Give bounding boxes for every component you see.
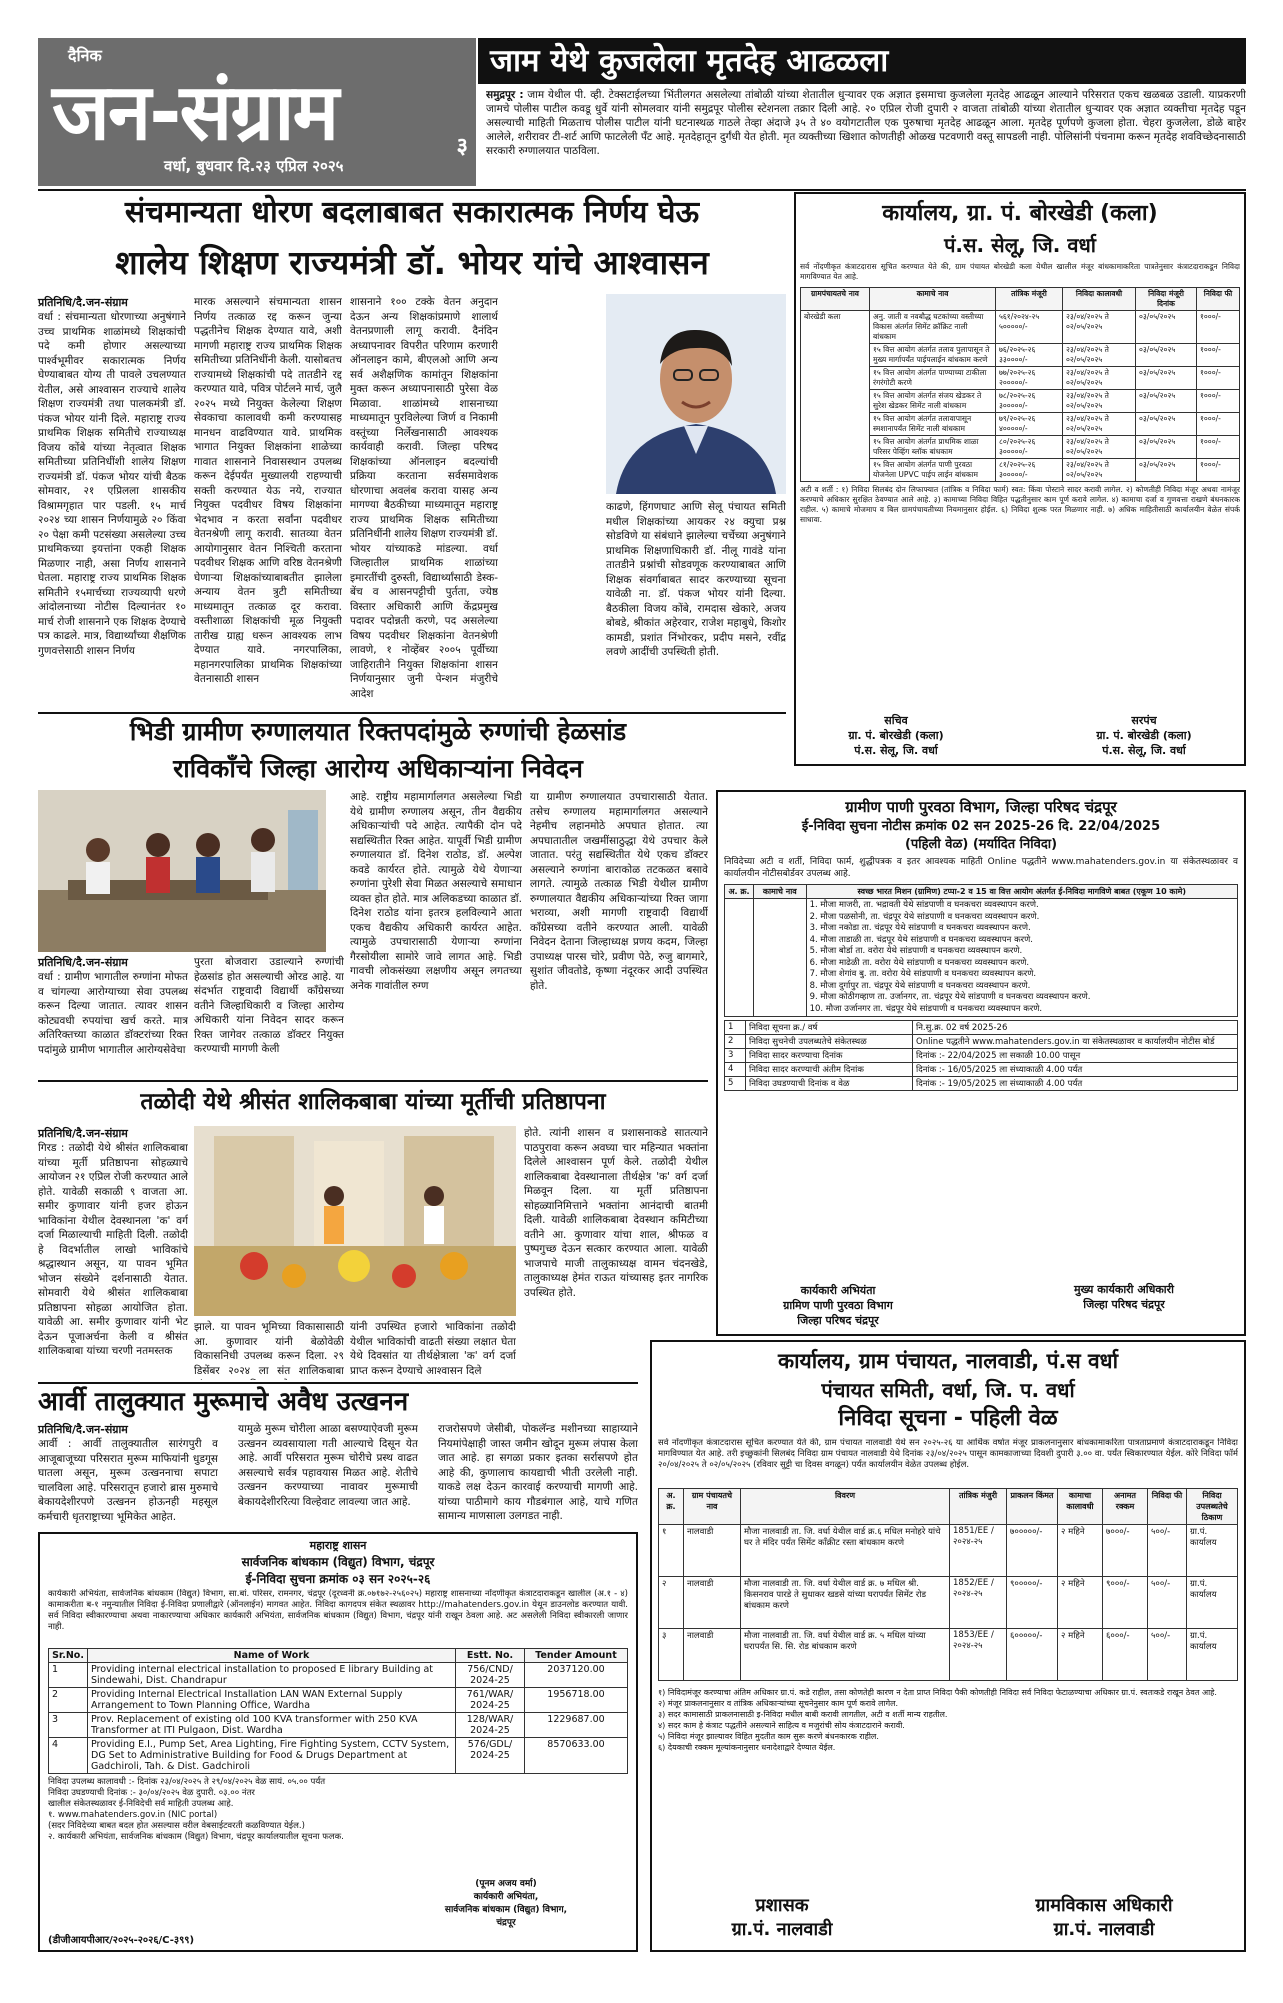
pwd-footer-line: निविदा उघडण्याची दिनांक :- ३०/०४/२०२५ वेळ दुपारी. ०३.०० नंतर	[48, 1788, 255, 1798]
list-item: २) मंजूर प्राकलनानुसार व तांत्रिक अधिकाऱ्यांच्या सूचनेनुसार काम पूर्ण करावे लागेल.	[658, 1699, 899, 1708]
sched-cell: 1	[725, 1021, 746, 1035]
sig-line: सचिव	[884, 714, 908, 727]
water-subtitle: ई-निविदा सुचना नोटीस क्रमांक 02 सन 2025-26 दि. 22/04/2025	[801, 819, 1161, 834]
borkhedi-right-signature	[1064, 713, 1224, 758]
nalwadi-cell: ५००/-	[1148, 1577, 1187, 1629]
nalwadi-cell: २	[659, 1577, 684, 1629]
water-title: ग्रामीण पाणी पुरवठा विभाग, जिल्हा परिषद चंद्रपूर	[845, 798, 1117, 816]
borkhedi-cell: २३/०४/२०२५ ते ०२/०५/२०२५	[1063, 344, 1136, 367]
nalwadi-col: निविदा उपलब्धतेचे ठिकाण	[1187, 1489, 1238, 1525]
article2-subheadline: राविकाँचे जिल्हा आरोग्य अधिकाऱ्यांना निवेदन	[173, 754, 583, 783]
pwd-cell: 2	[49, 1688, 88, 1713]
nalwadi-cell: ग्रा.पं. कार्यालय	[1187, 1525, 1238, 1577]
borkhedi-cell: ७९/२०२५-२६ ४०००००/-	[996, 413, 1063, 436]
pwd-footer-line: (सदर निविदेच्या बाबत बदल होत असल्यास वरील वेबसाईटवरती कळविण्यात येईल.)	[48, 1821, 305, 1831]
sig-line: जिल्हा परिषद चंद्रपूर	[1083, 1298, 1165, 1311]
article3-col1: गिरड : तळोदी येथे श्रीसंत शालिकबाबा यांच्या मूर्ती प्रतिष्ठापना सोहळ्याचे आयोजन २१ एप्रिल रोजी करण्यात आले होते. यावेळी सकाळी ९ वाजता आ. समीर कुणावार यांनी हजर होऊन भाविकांना येथील देवस्थानला 'क' वर्ग दर्जा मिळाल्याची माहिती दिली. तळोदी हे विदर्भातील लाखो भाविकांचे श्रद्धास्थान असून, या पावन भूमित भोजन संख्येने दर्शनासाठी येतात. सोमवारी येथे श्रीसंत शालिकबाबा प्रतिष्ठापना सोहळा आयोजित होता. यावेळी आ. समीर कुणावार यांनी भेट देऊन पूजाअर्चना केली व श्रीसंत शालिकबाबा यांच्या चरणी नतमस्तक	[38, 1142, 188, 1357]
table-row	[659, 1629, 1238, 1681]
borkhedi-cell: १५ वित्त आयोग अंतर्गत तलाव पुलापासून ते मुख्य मार्गापर्यंत पाईपलाईन बांधकाम करणे	[870, 344, 996, 367]
borkhedi-left-signature	[816, 713, 976, 758]
sched-cell: Online पद्धतीने www.mahatenders.gov.in या संकेतस्थळावर व कार्यालयीन नोटीस बोर्ड	[913, 1035, 1238, 1049]
pwd-cell: 8570633.00	[525, 1738, 628, 1774]
nalwadi-cell: मौजा नालवाडी ता. जि. वर्धा येथील वार्ड क्र. ५ मधिल यांच्या घरापर्यंत सि. सि. रोड बांधकाम करणे	[741, 1629, 950, 1681]
nalwadi-title: कार्यालय, ग्राम पंचायत, नालवाडी, पं.स वर्धा	[777, 1349, 1119, 1373]
pwd-cell: Providing Internal Electrical Installation LAN WAN External Supply Arrangement to Town Planning Office, Wardha	[88, 1688, 456, 1713]
pwd-cell: 4	[49, 1738, 88, 1774]
pwd-cell: 1229687.00	[525, 1713, 628, 1738]
borkhedi-cell: १०००/-	[1197, 344, 1240, 367]
water-scheme: स्वच्छ भारत मिशन (ग्रामिण) टप्पा-2 व 15 वा वित्त आयोग अंतर्गत ई-निविदा मागविणे बाबत (एकूण 10 कामे)	[806, 885, 1237, 899]
borkhedi-tender-notice	[794, 192, 1246, 766]
sched-cell: दिनांक :- 19/05/2025 ला संध्याकाळी 4.00 पर्यंत	[913, 1077, 1238, 1091]
list-item: 7. मौजा शेगांव बु. ता. वरोरा येथे सांडपाणी व घनकचरा व्यवस्थापन करणे.	[809, 969, 1037, 979]
sig-line: ग्रा.पं. नालवाडी	[731, 1919, 833, 1940]
borkhedi-col: निविदा कालावधी	[1063, 288, 1136, 311]
nalwadi-col: अनामत रक्कम	[1103, 1489, 1148, 1525]
borkhedi-cell: १०००/-	[1197, 436, 1240, 459]
borkhedi-cell: ५६१/२०२४-२५ ५०००००/-	[996, 311, 1063, 344]
nalwadi-cell: २ महिने	[1058, 1525, 1103, 1577]
table-row	[49, 1713, 628, 1738]
pwd-cell: 128/WAR/ 2024-25	[456, 1713, 525, 1738]
sched-cell: 3	[725, 1049, 746, 1063]
pwd-signature	[406, 1878, 606, 1930]
nalwadi-col: निविदा फी	[1148, 1489, 1187, 1525]
sched-cell: 2	[725, 1035, 746, 1049]
pwd-footer	[48, 1777, 628, 1843]
water-works-table	[724, 884, 1238, 1017]
sched-cell: निविदा सादर करण्याची अंतीम दिनांक	[746, 1063, 913, 1077]
table-row	[725, 1035, 1238, 1049]
borkhedi-cell: ७७/२०२५-२६ २०००००/-	[996, 367, 1063, 390]
pwd-cell: 756/CND/ 2024-25	[456, 1663, 525, 1688]
pwd-col-sr: Sr.No.	[49, 1649, 88, 1663]
pwd-footer-line: १. www.mahatenders.gov.in (NIC portal)	[48, 1810, 218, 1820]
table-row	[659, 1525, 1238, 1577]
sig-line: प्रशासक	[755, 1895, 809, 1916]
borkhedi-cell: ८०/२०२५-२६ ३०००००/-	[996, 436, 1063, 459]
article1-col4: काढणे, हिंगणघाट आणि सेलू पंचायत समिती मधील शिक्षकांच्या आयकर २४ क्युचा प्रश्न सोडविणे या संबंधाने झालेल्या चर्चेच्या अनुषंगाने प्राथमिक शिक्षणाधिकारी डॉ. नीलू गावंडे यांना तातडीने प्रश्नांची सोडवणूक करण्याबाबत आणि शिक्षक संवर्गाबाबत सादर करण्याच्या सूचना यावेळी ना. डॉ. पंकज भोयर यांनी दिल्या. बैठकीला विजय कोंबे, रामदास खेकारे, अजय बोबडे, श्रीकांत अहेरवार, राजेश महाबुधे, किशोर कामडी, प्रशांत निंभोरकर, प्रदीप मसने, रवींद्र लवणे आदींची उपस्थिती होती.	[606, 501, 786, 658]
nalwadi-col: विवरण	[741, 1489, 950, 1525]
nalwadi-cell: ७०००००/-	[1007, 1525, 1058, 1577]
sched-cell: दिनांक :- 16/05/2025 ला संध्याकाळी 4.00 पर्यंत	[913, 1063, 1238, 1077]
list-item: 5. मौजा बोर्डा ता. वरोरा येथे सांडपाणी व घनकचरा व्यवस्थापन करणे.	[809, 946, 1023, 956]
nalwadi-cell: मौजा नालवाडी ता. जि. वर्धा येथील वार्ड क्र. ७ मधिल श्री. किसनराव पारडे ते सुधाकर खडसे यांच्या घरापर्यंत सिमेंट रोड बांधकाम करणे	[741, 1577, 950, 1629]
nalwadi-intro: सर्व नोंदणीकृत कंत्राटदारास सूचित करण्यात येते की, ग्राम पंचायत नालवाडी येथे सन २०२५-२६ या आर्थिक वर्षात मंजूर प्राकलनानुसार बांधकामाकरिता पात्रताप्रमाणे कंत्राटदाराकडून निविदा मागविण्यात येत आहे. तरी इच्छुकांनी सिलबंद निविदा ग्राम पंचायत नालवाडी येथे दिनांक २३/०४/२०२५ पासून कामकाजाच्या दिवशी दुपारी ३.०० वा. पर्यंत स्विकारण्यात येईल. कोरे निविदा फॉर्म २०/०४/२०२५ ते ०२/०५/२०२५ (रविवार सुट्टी चा दिवस वगळून) पर्यंत कार्यालयीन वेळेत उपलब्ध होईल.	[658, 1438, 1238, 1470]
borkhedi-col: ग्रामपंचायतचे नाव	[801, 288, 870, 311]
hospital-meeting-photo	[38, 790, 326, 952]
water-right-signature	[1014, 1282, 1234, 1312]
lead-body	[486, 88, 1246, 184]
pwd-cell: Providing internal electrical installation to proposed E library Building at Sindewahi, Dist. Chandrapur	[88, 1663, 456, 1688]
sig-line: ग्रामविकास अधिकारी	[1035, 1895, 1173, 1916]
article4-col3: राजरोसपणे जेसीबी, पोकलॅन्ड मशीनच्या साहाय्याने नियमांपेक्षाही जास्त जमीन खोदून मुरूम लंपास केला जात आहे. हा सगळा प्रकार इतका सर्रासपणे होत आहे की, कुणालाच कायद्याची भीती उरलेली नाही. याकडे लक्ष देऊन कारवाई करण्याची मागणी आहे. यांच्या पाठीमागे काय गौडबंगाल आहे, याचे गणित सामान्य माणसाला उलगडत नाही.	[438, 1423, 638, 1522]
borkhedi-cell: २३/०४/२०२५ ते ०२/०५/२०२५	[1063, 390, 1136, 413]
article4-col2: यामुळे मुरूम चोरीला आळा बसण्याऐवजी मुरूम उत्खनन व्यवसायाला गती आल्याचे दिसून येत आहे. आर्वी परिसरात मुरूम चोरीचे प्रस्थ वाढत असल्याचे सर्वत्र पहावयास मिळत आहे. शेतीचे उत्खनन करण्याच्या नावावर मुरूमाची बेकायदेशीररित्या विल्हेवाट लावल्या जात आहे.	[238, 1423, 418, 1508]
nalwadi-left-signature	[672, 1894, 892, 1942]
borkhedi-cell: ७६/२०२५-२६ ३३००००/-	[996, 344, 1063, 367]
borkhedi-title: कार्यालय, ग्रा. पं. बोरखेडी (कला)	[882, 201, 1158, 226]
article1-headline: संचमान्यता धोरण बदलाबाबत सकारात्मक निर्णय घेऊ	[124, 195, 700, 230]
nalwadi-cell: ग्रा.पं. कार्यालय	[1187, 1577, 1238, 1629]
table-row	[49, 1738, 628, 1774]
borkhedi-cell: १५ वित्त आयोग अंतर्गत संजय खेडकर ते सुरेश खेडकर सिमेंट नाली बांधकाम	[870, 390, 996, 413]
nalwadi-tender-notice	[650, 1340, 1246, 1952]
article2-headline: भिडी ग्रामीण रुग्णालयात रिक्तपदांमुळे रुग्णांची हेळसांड	[129, 717, 627, 746]
minister-photo	[606, 294, 786, 494]
borkhedi-cell: १०००/-	[1197, 311, 1240, 344]
article1-col2: मारक असल्याने संचमान्यता शासन निर्णय तत्काळ रद्द करून जुन्या पद्धतीनेच शिक्षक देण्यात यावे, अशी मागणी महाराष्ट्र राज्य प्राथमिक शिक्षक समितीच्या प्रतिनिधींनी केली. यासोबतच राज्यामध्ये शिक्षकांची पदे तातडीने रद्द करण्यात यावे, पवित्र पोर्टलने मार्च, जुलै २०२५ मध्ये नियुक्त केलेल्या शिक्षण सेवकाचा कालावधी कमी करण्यासह मानधन वाढविण्यात यावे. प्राथमिक भागात नियुक्त शिक्षकांना शाळेच्या गावात शासनाने निवासस्थान उपलब्ध करून देईपर्यंत मुख्यालयी राहण्याची सक्ती करण्यात येऊ नये, राज्यात नियुक्त पदवीधर विषय शिक्षकांना भेदभाव न करता सर्वांना पदवीधर वेतनश्रेणी लागू करावी. सातव्या वेतन आयोगानुसार वेतन निश्चिती करताना पदवीधर शिक्षक आणि वरिष्ठ वेतनश्रेणी घेणाऱ्या शिक्षकांच्याबाबतीत झालेला अन्याय वेतन त्रुटी समितीच्या माध्यमातून तत्काळ दूर करावा. वस्तीशाळा शिक्षकांची मूळ नियुक्ती तारीख ग्राह्य धरून आवश्यक लाभ देण्यात यावे. नगरपालिका, महानगरपालिका प्राथमिक शिक्षकांच्या वेतनासाठी शासन	[194, 296, 342, 685]
sched-cell: नि.सु.क्र. 02 वर्ष 2025-26	[913, 1021, 1238, 1035]
pwd-cell: 761/WAR/ 2024-25	[456, 1688, 525, 1713]
pwd-cell: 576/GDL/ 2024-25	[456, 1738, 525, 1774]
list-item: 2. मौजा पळसोनी, ता. चंद्रपूर येथे सांडपाणी व घनकचरा व्यवस्थापन करणे.	[809, 911, 1040, 922]
sig-line: जिल्हा परिषद चंद्रपूर	[797, 1314, 879, 1327]
nalwadi-cell: २ महिने	[1058, 1577, 1103, 1629]
article2-col4: या ग्रामीण रुग्णालयात उपचारासाठी येतात. तसेच रुग्णालय महामार्गालगत असल्याने नेहमीच लहानमोठे अपघात होतात. त्या अपघातातील जखमींसाठुद्धा येथे उपचार केले जातात. परंतु सद्यस्थितीत येथे एकच डॉक्टर असल्याने रुग्णांना बाराकोळ तटकळत बसावे लागते. त्यामुळे तत्काळ भिडी येथील ग्रामीण रुग्णालयात वैद्यकीय अधिकाऱ्यांच्या रिक्त जागा भराव्या, अशी मागणी राष्ट्रवादी विद्यार्थी काँग्रेसच्या वतीने करण्यात आली. यावेळी निवेदन देताना जिल्हाध्यक्ष प्रणय कदम, जिल्हा उपाध्यक्ष पारस चोरे, प्रवीण पेठे, रुजु बागमारे, सुशांत जीवतोडे, कृष्णा नंदूरकर आदी उपस्थित होते.	[530, 791, 708, 992]
table-row	[725, 899, 1238, 1017]
list-item: 8. मौजा दुर्गापुर ता. चंद्रपूर येथे सांडपाणी व घनकचरा व्यवस्थापन करणे.	[809, 980, 1031, 991]
pwd-cell: Providing E.I., Pump Set, Area Lighting, Fire Fighting System, CCTV System, DG Set to Administrative Building for Food & Drugs Department at Gadchiroli, Tah. & Dist. Gadchiroli	[88, 1738, 456, 1774]
nalwadi-subtitle: पंचायत समिती, वर्धा, जि. प. वर्धा	[821, 1378, 1075, 1402]
article3-col3: यांनी उपस्थित हजारो भाविकांना तळोदी येथील भाविकांची वाढती संख्या लक्षात घेता येथे दिवसांत या तीर्थक्षेत्राला 'क' वर्ग दर्जा प्राप्त करून देण्याचे आश्वासन दिले	[350, 1321, 516, 1377]
sig-line: कार्यकारी अभियंता	[800, 1284, 876, 1297]
sig-line: ग्रामिण पाणी पुरवठा विभाग	[783, 1299, 893, 1312]
pwd-cell: Prov. Replacement of existing old 100 KVA transformer with 250 KVA Transformer at ITI Pulgaon, Dist. Wardha	[88, 1713, 456, 1738]
lead-headline: जाम येथे कुजलेला मृतदेह आढळला	[478, 38, 1246, 84]
article3-headline: तळोदी येथे श्रीसंत शालिकबाबा यांच्या मूर्तीची प्रतिष्ठापना	[140, 1089, 606, 1115]
nalwadi-cell: मौजा नालवाडी ता. जि. वर्धा येथील वार्ड क्र.६ मधिल मनोहरे यांचे घर ते मंदिर पर्यंत सिमेंट काँक्रीट रस्ता बांधकाम करणे	[741, 1525, 950, 1577]
dateline: वर्धा, बुधवार दि.२३ एप्रिल २०२५	[164, 157, 344, 175]
pwd-cell: 1956718.00	[525, 1688, 628, 1713]
water-schedule-table	[724, 1020, 1238, 1091]
nalwadi-cell: ९०००/-	[1103, 1577, 1148, 1629]
borkhedi-cell: १०००/-	[1197, 413, 1240, 436]
pwd-footer-line: निविदा उपलब्ध कालावधी :- दिनांक २३/०४/२०२५ ते २९/०४/२०२५ वेळ सायं. ०५.०० पर्यंत	[48, 1777, 326, 1787]
borkhedi-cell: २३/०४/२०२५ ते ०२/०५/२०२५	[1063, 436, 1136, 459]
water-works-list	[806, 899, 1237, 1017]
sig-line: सरपंच	[1131, 714, 1157, 727]
nalwadi-cell: ६०००/-	[1103, 1629, 1148, 1681]
nalwadi-cell: 1851/EE /२०२४-२५	[950, 1525, 1007, 1577]
borkhedi-cell: २३/०४/२०२५ ते ०२/०५/२०२५	[1063, 413, 1136, 436]
table-row	[725, 1049, 1238, 1063]
article4-col1: आर्वी : आर्वी तालुक्यातील सारंगपुरी व आजूबाजूच्या परिसरात मुरूम माफियांनी धुडगूस घातला असून, मुरूम उत्खननाचा सपाटा चालविला आहे. परिसरातून हजारो ब्रास मुरुमाचे बेकायदेशीरपणे उत्खनन होऊनही महसूल कर्मचारी धृतराष्ट्राच्या भूमिकेत आहेत.	[38, 1438, 218, 1523]
nalwadi-col: अ. क्र.	[659, 1489, 684, 1525]
borkhedi-cell: १५ वित्त आयोग अंतर्गत पाण्याच्या टाकीला रंगरंगोटी करणे	[870, 367, 996, 390]
borkhedi-cell: अनु. जाती व नवबौद्ध घटकांच्या वस्तीच्या विकास अंतर्गत सिमेंट क्रॉक्रिट नाली बांधकाम	[870, 311, 996, 344]
nalwadi-cell: 1853/EE /२०२४-२५	[950, 1629, 1007, 1681]
borkhedi-cell: १५ वित्त आयोग अंतर्गत पाणी पुरवठा योजनेला UPVC पाईप लाईन बांधकाम	[870, 459, 996, 482]
pwd-tender-notice	[38, 1532, 638, 1952]
sched-cell: दिनांक :- 22/04/2025 ला सकाळी 10.00 पासून	[913, 1049, 1238, 1063]
article4-headline: आर्वी तालुक्यात मुरूमाचे अवैध उत्खनन	[38, 1387, 409, 1417]
nalwadi-cell: ६०००००/-	[1007, 1629, 1058, 1681]
nalwadi-cell: ७०००/-	[1103, 1525, 1148, 1577]
article2-col2: पुरता बोजवारा उडाल्याने रुग्णांची हेळसांड होत असल्याची ओरड आहे. या संदर्भात राष्ट्रवादी विद्यार्थी काँग्रेसच्या वतीने जिल्हाधिकारी व जिल्हा आरोग्य अधिकारी यांना निवेदन सादर करून रिक्त जागेवर तत्काळ डॉक्टर नियुक्त करण्याची मागणी केली	[194, 956, 344, 1055]
list-item: 1. मौजा माजरी, ता. भद्रावती येथे सांडपाणी व घनकचरा व्यवस्थापन करणे.	[809, 900, 1039, 910]
sig-line: ग्रा.पं. नालवाडी	[1053, 1919, 1155, 1940]
borkhedi-cell: १०००/-	[1197, 459, 1240, 482]
water-intro: निविदेच्या अटी व शर्ती, निविदा फार्म, शुद्धीपत्रक व इतर आवश्यक माहिती Online पद्धतीने www.mahatenders.gov.in या संकेतस्थळावर व कार्यालयीन नोटीसबोर्डवर उपलब्ध आहे.	[724, 857, 1238, 879]
sched-cell: निविदा उघडण्याची दिनांक व वेळ	[746, 1077, 913, 1091]
sig-line: ग्रा. पं. बोरखेडी (कला)	[848, 729, 944, 742]
borkhedi-cell: १५ वित्त आयोग अंतर्गत तलावापासून स्मशानापर्यंत सिमेंट नाली बांधकाम	[870, 413, 996, 436]
sched-cell: निविदा सादर करण्याचा दिनांक	[746, 1049, 913, 1063]
pwd-cell: 3	[49, 1713, 88, 1738]
pwd-intro: कार्यकारी अभियंता, सार्वजनिक बांधकाम (विद्युत) विभाग, सा.बां. परिसर, रामनगर, चंद्रपूर (दूरध्वनी क्र.०७१७२-२५६०२५) महाराष्ट्र शासनाच्या नोंदणीकृत कंत्राटदाराकडून खालील (अ.१ - ४) कामाकरीता ब-१ नमुन्यातील निविदा ई-निविदा प्रणालीद्वारे (ऑनलाईन) मागवत आहेत. निविदा कागदपत्र संकेत स्थळावर http://mahatenders.gov.in येथून डाउनलोड करण्यात यावी. सर्व निविदा स्वीकारण्याचा अथवा नाकारण्याचा अधिकार कार्यकारी अभियंता, सार्वजनिक बांधकाम (विद्युत) विभाग, चंद्रपूर यांनी राखून ठेवला आहे. अट असलेली निविदा स्वीकारली जाणार नाही.	[48, 1589, 628, 1632]
water-col-work: कामाचे नाव	[754, 885, 807, 899]
sched-cell: निविदा सुचनेची उपलब्धतेचे संकेतस्थळ	[746, 1035, 913, 1049]
ceremony-photo	[194, 1126, 516, 1316]
borkhedi-cell: ८१/२०२५-२६ ३०००००/-	[996, 459, 1063, 482]
pwd-cell: 2037120.00	[525, 1663, 628, 1688]
masthead	[38, 38, 476, 186]
pwd-signer-dept: सार्वजनिक बांधकाम (विद्युत) विभाग,	[444, 1905, 568, 1915]
table-row	[801, 311, 1240, 344]
table-row	[659, 1577, 1238, 1629]
nalwadi-cell: 1852/EE /२०२४-२५	[950, 1577, 1007, 1629]
table-row	[49, 1663, 628, 1688]
nalwadi-terms	[658, 1687, 1238, 1753]
article2-col1: वर्धा : ग्रामीण भागातील रुग्णांना मोफत व चांगल्या आरोग्याच्या सेवा उपलब्ध करून दिल्या जातात. त्यावर शासन कोट्यवधी रुपयांचा खर्च करते. मात्र अतिरिक्तच्या काळात डॉक्टरांच्या रिक्त पदांमुळे ग्रामीण भागातील आरोग्यसेवेचा	[38, 971, 188, 1056]
nalwadi-cell: ५००/-	[1148, 1525, 1187, 1577]
water-subtitle2: (पहिली वेळ) (मर्यादित निविदा)	[904, 837, 1058, 852]
article3-col4: होते. त्यांनी शासन व प्रशासनाकडे सातत्याने पाठपुरावा करून अवघ्या चार महिन्यात भक्तांना दिलेले आश्वासन पूर्ण केले. तळोदी येथील शालिकबाबा देवस्थानाला तीर्थक्षेत्र 'क' वर्ग दर्जा मिळवून दिला. या मूर्ती प्रतिष्ठापना सोहळ्यानिमित्ताने भक्तांना आनंदाची बातमी दिली. यावेळी शालिकबाबा देवस्थान कमिटीच्या वतीने आ. कुणावार यांचा शाल, श्रीफळ व पुष्पगुच्छ देऊन सत्कार करण्यात आला. यावेळी भाजपाचे माजी तालुकाध्यक्ष वामन चंदनखेडे, तालुकाध्यक्ष हेमंत राऊत यांच्यासह इतर नागरिक उपस्थित होते.	[524, 1127, 708, 1299]
pwd-tender-table	[48, 1648, 628, 1774]
nalwadi-notice-title: निविदा सूचना - पहिली वेळ	[838, 1406, 1058, 1431]
pwd-signer-title: कार्यकारी अभियंता,	[473, 1892, 539, 1902]
borkhedi-cell: ०३/०५/२०२५	[1136, 436, 1197, 459]
water-tender-notice	[716, 790, 1246, 1336]
article1-byline: प्रतिनिधि/दै.जन-संग्राम	[38, 296, 128, 309]
borkhedi-cell: ०३/०५/२०२५	[1136, 459, 1197, 482]
dgipr-code: (डीजीआयपीआर/२०२५-२०२६/C-३९९)	[48, 1935, 195, 1946]
sched-cell: 5	[725, 1077, 746, 1091]
table-row	[725, 1077, 1238, 1091]
borkhedi-cell: १०००/-	[1197, 367, 1240, 390]
pwd-col-amount: Tender Amount	[525, 1649, 628, 1663]
table-row	[49, 1688, 628, 1713]
borkhedi-cell: ०३/०५/२०२५	[1136, 311, 1197, 344]
pwd-signer-city: चंद्रपूर	[496, 1918, 516, 1928]
list-item: ५) निविदा मंजूर झाल्यावर विहित मुदतीत काम सुरू करणे बंधनकारक राहील.	[658, 1732, 879, 1741]
list-item: १) निविदामंजूर करण्याचा अंतिम अधिकार ग्रा.पं. कडे राहील, तसा कोणतेही कारण न देता प्राप्त निविदा पैकी कोणतीही निविदा सर्व निविदा फेटाळण्याचा अधिकार ग्रा.पं. स्वतःकडे राखून ठेवत आहे.	[658, 1688, 1217, 1697]
list-item: ६) देयकाची रक्कम मूल्यांकनानुसार धनादेशाद्वारे देण्यात येईल.	[658, 1743, 836, 1752]
borkhedi-cell: २३/०४/२०२५ ते ०२/०५/२०२५	[1063, 367, 1136, 390]
lead-text: जाम येथील पी. व्ही. टेक्सटाईलच्या भिंतीलगत असलेल्या तांबोळी यांच्या शेतातील धुऱ्यावर एक अज्ञात इसमाचा कुजलेला मृतदेह आढळून आल्याने परिसरात एकच खळबळ उडाली. याप्रकरणी जामचे पोलीस पाटील कवडू धुर्वे यांनी सोमलवार यांनी समुद्रपूर पोलीस स्टेशनला तक्रार दिली आहे. २० एप्रिल रोजी दुपारी २ वाजता तांबोळी यांच्या शेतातील धुऱ्यावर एक अज्ञात व्यक्तीचा मृतदेह पडून असल्याची माहिती मिळताच पोलीस पाटील यांनी घटनास्थळ गाठले तेव्हा अंदाजे ३५ ते ४० वयोगटातील एक पुरुषाचा मृतदेह आढळून आला. मृतदेह पूर्णपणे कुजला होता. चेहरा कुजलेला, डोळे बाहेर आलेले, शरीरावर टी-शर्ट आणि फाटलेली पँट आहे. मृतदेहातून दुर्गंधी येत होती. मृत व्यक्तीच्या खिशात कोणतीही ओळख पटवणारी वस्तू सापडली नाही. पोलिसांनी पंचनामा करून मृतदेह शवविच्छेदनासाठी सरकारी रुग्णालयात पाठविला.	[486, 89, 1246, 157]
page-number: ३	[456, 134, 468, 159]
lead-place: समुद्रपूर :	[486, 89, 524, 101]
pwd-col-work: Name of Work	[88, 1649, 456, 1663]
borkhedi-cell: ७८/२०२५-२६ ३०००००/-	[996, 390, 1063, 413]
article1-col3: शासनाने १०० टक्के वेतन अनुदान देऊन अन्य शिक्षकांप्रमाणे शालार्थ वेतनप्रणाली लागू करावी. दैनंदिन अध्यापनावर विपरीत परिणाम करणारी ऑनलाइन कामे, बीएलओ आणि अन्य सर्व अशैक्षणिक कामांतून शिक्षकांना मुक्त करून अध्यापनासाठी पुरेसा वेळ मिळावा. शाळांमध्ये शासनाच्या माध्यमातून पुरविलेल्या जिर्ण व निकामी वस्तूंच्या निर्लेखनासाठी आवश्यक कार्यवाही करावी. जिल्हा परिषद शिक्षकांच्या ऑनलाइन बदल्यांची प्रक्रिया करताना सर्वसमावेशक धोरणाचा अवलंब करावा यासह अन्य मागण्या बैठकीच्या माध्यमातून महाराष्ट्र राज्य प्राथमिक शिक्षक समितीच्या प्रतिनिधींनी शालेय शिक्षण राज्यमंत्री डॉ. भोयर यांच्याकडे मांडल्या. वर्धा जिल्हातील प्राथमिक शाळांच्या इमारतींची दुरुस्ती, विद्यार्थ्यांसाठी डेस्क-बेंच व आसनपट्टीची पुर्तता, ज्येष्ठ विस्तार अधिकारी आणि केंद्रप्रमुख पदावर पदोन्नती करणे, पद असलेल्या विषय पदवीधर शिक्षकांना वेतनश्रेणी लावणे, १ नोव्हेंबर २००५ पूर्वीच्या जाहिरातीने नियुक्त शिक्षकांना शासन निर्णयानुसार जुनी पेन्शन मंजुरीचे आदेश	[350, 296, 498, 700]
nalwadi-cell: नालवाडी	[684, 1525, 741, 1577]
borkhedi-col: तांत्रिक मंजूरी	[996, 288, 1063, 311]
pwd-gov: महाराष्ट्र शासन	[309, 1539, 367, 1552]
borkhedi-cell: २३/०४/२०२५ ते ०२/०५/२०२५	[1063, 459, 1136, 482]
sig-line: ग्रा. पं. बोरखेडी (कला)	[1096, 729, 1192, 742]
article3-col2: झाले. या पावन भूमिच्या विकासासाठी आ. कुणावार यांनी बेळोवेळी विकासनिधी उपलब्ध करून दिला. २९ डिसेंबर २०२४ ला संत शालिकबाबा	[194, 1321, 344, 1377]
borkhedi-cell: ०३/०५/२०२५	[1136, 390, 1197, 413]
nalwadi-cell: ५००/-	[1148, 1629, 1187, 1681]
nalwadi-col: ग्राम पंचायतचे नाव	[684, 1489, 741, 1525]
pwd-notice-no: ई-निविदा सुचना क्रमांक ०३ सन २०२५-२६	[245, 1572, 431, 1586]
nalwadi-cell: ३	[659, 1629, 684, 1681]
masthead-daily: दैनिक	[68, 46, 102, 65]
nalwadi-cell: नालवाडी	[684, 1577, 741, 1629]
sig-line: पं.स. सेलू, जि. वर्धा	[854, 744, 938, 757]
article1-col1: वर्धा : संचमान्यता धोरणाच्या अनुषंगाने उच्च प्राथमिक शाळांमध्ये शिक्षकांची पदे कमी होणार असल्याच्या पार्श्वभूमीवर सकारात्मक निर्णय घेण्याबाबत योग्य ती पावले उचलण्यात येतील, असे आश्वासन राज्याचे शालेय शिक्षण राज्यमंत्री तथा पालकमंत्री डॉ. पंकज भोयर यांनी दिले. महाराष्ट्र राज्य प्राथमिक शिक्षक समितीचे राज्याध्यक्ष विजय कोंबे यांच्या नेतृत्वात शिक्षक समितीच्या प्रतिनिधींशी शालेय शिक्षण राज्यमंत्री डॉ. पंकज भोयर यांची बैठक सोमवार, २१ एप्रिलला शासकीय विश्रामगृहात पार पडली. १५ मार्च २०२४ च्या शासन निर्णयामुळे २० किंवा २० पेक्षा कमी पटसंख्या असलेल्या उच्च प्राथमिकच्या इयत्तांना एकही शिक्षक मिळणार नाही, असा निर्णय शासनाने घेतला. महाराष्ट्र राज्य प्राथमिक शिक्षक समितीने १५मार्चच्या राज्यव्यापी धरणे आंदोलनाच्या नोटीस दिल्यानंतर १० मार्च रोजी शासनाने एक शिक्षक देण्याचे पत्र काढले. मात्र, विद्यार्थ्यांच्या शैक्षणिक गुणवत्तेसाठी शासन निर्णय	[38, 311, 186, 657]
borkhedi-intro: सर्व नोंदणीकृत कंत्राटदारास सूचित करण्यात येते की, ग्राम पंचायत बोरखेडी कला येथील खालील मंजूर बांधकामाकरिता पात्रतेनुसार कंत्राटदाराकडून निविदा मागविण्यात येत आहे.	[800, 262, 1240, 281]
borkhedi-cell: ०३/०५/२०२५	[1136, 367, 1197, 390]
article3-byline: प्रतिनिधि/दै.जन-संग्राम	[38, 1127, 128, 1140]
list-item: 3. मौजा नकोडा ता. चंद्रपूर येथे सांडपाणी व घनकचरा व्यवस्थापन करणे.	[809, 923, 1031, 933]
list-item: 10. मौजा उर्जानगर ता. चंद्रपूर येथे सांडपाणी व घनकचरा व्यवस्थापन करणे.	[809, 1003, 1043, 1014]
nalwadi-right-signature	[984, 1894, 1224, 1942]
pwd-footer-line: २. कार्यकारी अभियंता, सार्वजनिक बांधकाम (विद्युत) विभाग, चंद्रपूर कार्यालयातील सूचना फलक.	[48, 1832, 344, 1842]
sig-line: पं.स. सेलू, जि. वर्धा	[1102, 744, 1186, 757]
sig-line: मुख्य कार्यकारी अधिकारी	[1073, 1283, 1175, 1296]
pwd-cell: 1	[49, 1663, 88, 1688]
water-col-sr: अ. क्र.	[725, 885, 754, 899]
borkhedi-col: निविदा फी	[1197, 288, 1240, 311]
list-item: ४) सदर काम हे कंत्राट पद्धतीने असल्याने साहित्य व मजुरांची सोय कंत्राटदाराने करावी.	[658, 1721, 905, 1730]
borkhedi-terms: अटी व शर्ती : १) निविदा सिलबंद दोन लिफाफ्यात (तांत्रिक व निविदा फार्म) स्वत: किंवा पोस्टाने सादर करावी लागेल. २) कोणतीही निविदा मंजूर अथवा नामंजूर करण्याचे अधिकार सुरक्षित ठेवण्यात आले आहे. ३) कामाच्या निविदा विहित पद्धतीनुसार काम पूर्ण करावे लागेल. ४) कामाचा दर्जा व गुणवत्ता राखणे बंधनकारक राहील. ५) कामाचे मोजमाप व बिल ग्रामपंचायतीच्या नियमानुसार होईल. ६) निविदा शुल्क परत मिळणार नाही. ७) अधिक माहितीसाठी कार्यालयीन वेळेत संपर्क साधावा.	[800, 485, 1240, 524]
borkhedi-cell: १५ वित्त आयोग अंतर्गत प्राथमिक शाळा परिसर पेव्हिंग ब्लॉक बांधकाम	[870, 436, 996, 459]
pwd-signer-name: (पूनम अजय वर्मा)	[475, 1879, 537, 1889]
borkhedi-table	[800, 287, 1240, 482]
borkhedi-col: निविदा मंजूरी दिनांक	[1136, 288, 1197, 311]
nalwadi-cell: ग्रा.पं. कार्यालय	[1187, 1629, 1238, 1681]
article4-byline: प्रतिनिधि/दै.जन-संग्राम	[38, 1423, 128, 1436]
table-row	[725, 1063, 1238, 1077]
borkhedi-col: कामाचे नाव	[870, 288, 996, 311]
water-left-signature	[728, 1283, 948, 1328]
list-item: 9. मौजा कोठीगव्हाण ता. उर्जानगर, ता. चंद्रपूर येथे सांडपाणी व घनकचरा व्यवस्थापन करणे.	[809, 992, 1091, 1002]
borkhedi-subtitle: पं.स. सेलू, जि. वर्धा	[944, 233, 1096, 257]
article2-col3: आहे. राष्ट्रीय महामार्गालगत असलेल्या भिडी येथे ग्रामीण रुग्णालय असून, तीन वैद्यकीय अधिकाऱ्यांची पदे आहेत. त्यापैकी दोन पदे सद्यस्थितीत रिक्त आहेत. यापूर्वी भिडी ग्रामीण रुग्णालयात डॉ. दिनेश राठोड, डॉ. अल्पेश कवडे कार्यरत होते. त्यामुळे येथे येणाऱ्या रुग्णांना पुरेशी सेवा मिळत असल्याचे समाधान व्यक्त होत होते. मात्र अलिकडच्या काळात डॉ. दिनेश राठोड यांना इतरत्र हलविल्याने आता एकच वैद्यकीय अधिकारी कार्यरत आहेत. त्यामुळे उपचारासाठी येणाऱ्या रुग्णांना गैरसोयीला सामोरे जावे लागत आहे. भिडी गावची लोकसंख्या लक्षणीय असून लगतच्या अनेक गावांतील रुग्ण	[350, 791, 522, 992]
nalwadi-cell: १	[659, 1525, 684, 1577]
pwd-footer-line: खालील संकेतस्थळावर ई-निविदेची सर्व माहिती उपलब्ध आहे.	[48, 1799, 234, 1809]
nalwadi-cell: नालवाडी	[684, 1629, 741, 1681]
borkhedi-cell: २३/०४/२०२५ ते ०२/०५/२०२५	[1063, 311, 1136, 344]
borkhedi-cell: १०००/-	[1197, 390, 1240, 413]
pwd-col-estt: Estt. No.	[456, 1649, 525, 1663]
pwd-dept: सार्वजनिक बांधकाम (विद्युत) विभाग, चंद्रपूर	[241, 1555, 435, 1569]
list-item: ३) सदर कामासाठी प्राकलनासाठी इ-निविदा मधील बाबी करावी लागतील, अटी व शर्ती मान्य राहतील.	[658, 1710, 948, 1719]
borkhedi-cell: ०३/०५/२०२५	[1136, 413, 1197, 436]
sched-cell: निविदा सूचना क्र./ वर्ष	[746, 1021, 913, 1035]
table-row	[725, 1021, 1238, 1035]
list-item: 4. मौजा ताडाळी ता. चंद्रपूर येथे सांडपाणी व घनकचरा व्यवस्थापन करणे.	[809, 934, 1033, 945]
borkhedi-place: बोरखेडी कला	[801, 311, 870, 482]
article2-byline: प्रतिनिधि/दै.जन-संग्राम	[38, 956, 128, 969]
nalwadi-col: तांत्रिक मंजुरी	[950, 1489, 1007, 1525]
masthead-name: जन-संग्राम	[52, 68, 338, 158]
nalwadi-col: प्राकलन किंमत	[1007, 1489, 1058, 1525]
nalwadi-cell: ९०००००/-	[1007, 1577, 1058, 1629]
nalwadi-table	[658, 1488, 1238, 1681]
borkhedi-cell: ०३/०५/२०२५	[1136, 344, 1197, 367]
sched-cell: 4	[725, 1063, 746, 1077]
nalwadi-col: कामाचा कालावधी	[1058, 1489, 1103, 1525]
nalwadi-cell: २ महिने	[1058, 1629, 1103, 1681]
article1-subheadline: शालेय शिक्षण राज्यमंत्री डॉ. भोयर यांचे आश्वासन	[115, 243, 709, 282]
list-item: 6. मौजा माढेळी ता. वरोरा येथे सांडपाणी व घनकचरा व्यवस्थापन करणे.	[809, 957, 1030, 968]
